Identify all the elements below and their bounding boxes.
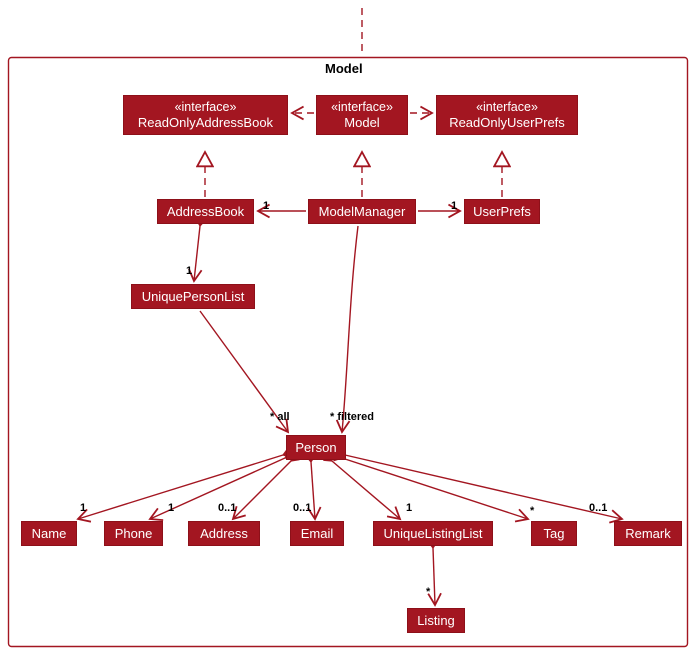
class-name-label: ModelManager [318,204,406,219]
multiplicity-name: 1 [80,502,87,514]
class-name-label: ReadOnlyAddressBook [137,115,274,130]
class-name-label: UserPrefs [473,204,531,219]
class-name-label: AddressBook [166,204,245,219]
class-person[interactable] [286,435,346,460]
class-name-label: Person [295,440,337,455]
multiplicity-phone: 1 [168,502,175,514]
multiplicity-remark: 0..1 [589,502,608,514]
multiplicity-filtered-persons: * filtered [330,411,375,423]
multiplicity-uniquepersonlist: 1 [186,265,193,277]
diagram-title: Model [325,61,363,76]
class-name-label: Listing [417,613,455,628]
class-name-label: Remark [625,526,671,541]
multiplicity-addressbook: 1 [263,200,270,212]
multiplicity-uniquelistinglist: 1 [406,502,413,514]
class-listing[interactable] [407,608,465,633]
class-name-label: Email [300,526,334,541]
stereotype-label: «interface» [476,100,538,114]
multiplicity-userprefs: 1 [451,200,458,212]
class-uniquepersonlist[interactable] [131,284,255,309]
multiplicity-email: 0..1 [293,502,312,514]
class-name-label: UniqueListingList [383,526,483,541]
class-address[interactable] [188,521,260,546]
multiplicity-listing: * [426,586,431,598]
class-addressbook[interactable] [157,199,254,224]
class-name-label: Tag [543,526,565,541]
multiplicity-all-persons: * all [270,411,290,423]
class-name[interactable] [21,521,77,546]
class-name-label: ReadOnlyUserPrefs [449,115,565,130]
stereotype-label: «interface» [331,100,393,114]
class-modelmanager[interactable] [308,199,416,224]
stereotype-label: «interface» [174,100,237,114]
class-name-label: Name [31,526,67,541]
class-readonlyuserprefs[interactable] [436,95,578,135]
class-uniquelistinglist[interactable] [373,521,493,546]
class-model[interactable] [316,95,408,135]
class-remark[interactable] [614,521,682,546]
class-email[interactable] [290,521,344,546]
class-name-label: Model [344,115,380,130]
class-tag[interactable] [531,521,577,546]
class-name-label: Phone [114,526,153,541]
multiplicity-address: 0..1 [218,502,237,514]
multiplicity-tag: * [530,505,535,517]
class-readonlyaddressbook[interactable] [123,95,288,135]
class-userprefs[interactable] [464,199,540,224]
class-name-label: UniquePersonList [141,289,245,304]
class-name-label: Address [200,526,248,541]
class-phone[interactable] [104,521,163,546]
